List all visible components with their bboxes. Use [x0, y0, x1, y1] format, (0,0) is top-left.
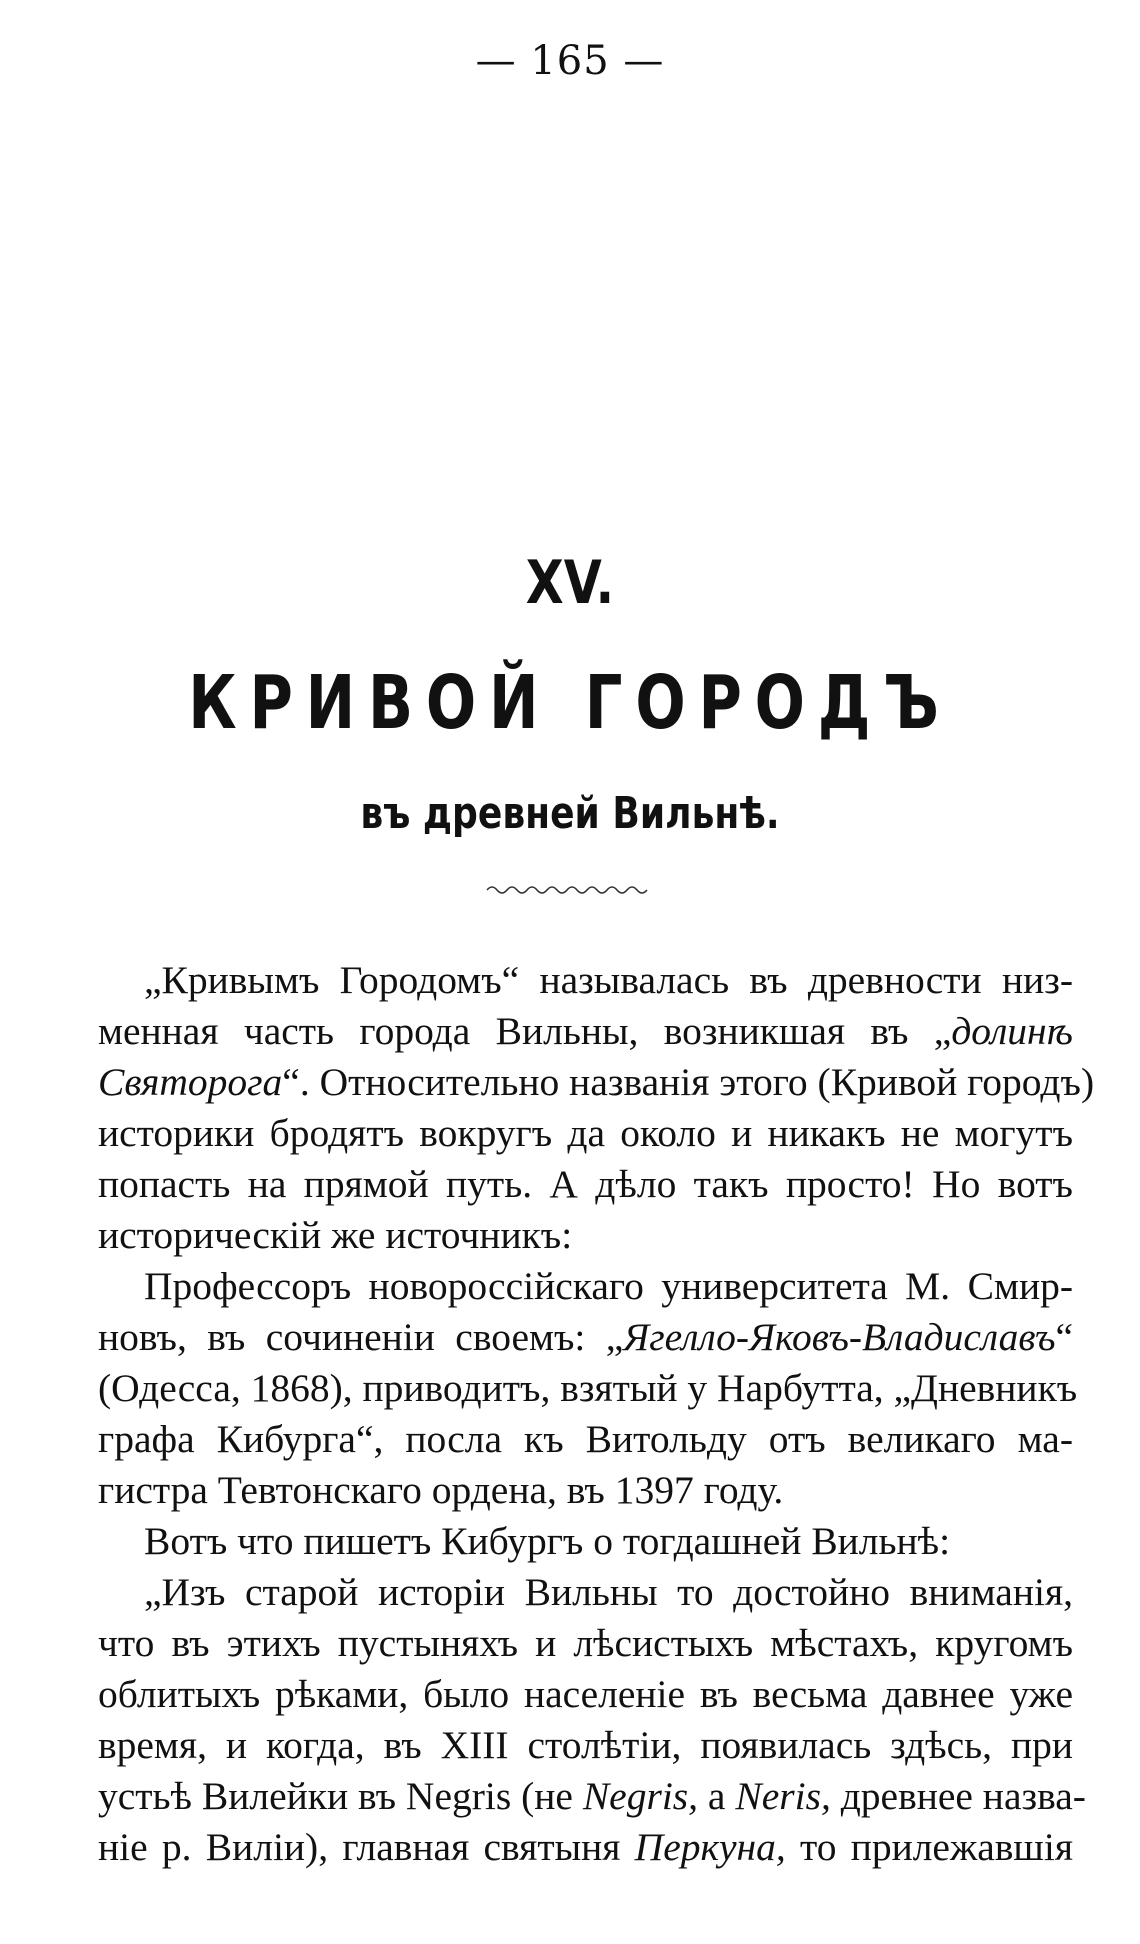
text-run: менная часть города Вильны, возникшая въ „ — [98, 1009, 952, 1053]
text-run: ніе р. Виліи), главная святыня — [98, 1825, 635, 1869]
text-run: “. Относительно названія этого (Кривой городъ) — [282, 1060, 1095, 1104]
text-line: что въ этихъ пустыняхъ и лѣсистыхъ мѣстахъ, кругомъ — [98, 1621, 1073, 1665]
chapter-number: XV. — [525, 548, 615, 618]
text-line: (Одесса, 1868), приводитъ, взятый у Нарбутта, „Дневникъ — [98, 1366, 1078, 1410]
text-run: “ — [1055, 1315, 1073, 1359]
text-run: устьѣ Вилейки въ Negris (не — [98, 1774, 583, 1818]
text-run: а — [698, 1774, 736, 1818]
text-line — [98, 1771, 1086, 1822]
text-line: гистра Тевтонскаго ордена, въ 1397 году. — [98, 1468, 784, 1512]
text-line: „Изъ старой исторіи Вильны то достойно вниманія, — [144, 1570, 1073, 1614]
text-line — [98, 1822, 1073, 1873]
italic-text: долинѣ — [951, 1009, 1073, 1053]
italic-text: Перкуна, — [634, 1825, 786, 1869]
text-line — [98, 1006, 1073, 1057]
italic-text: Negris, — [582, 1774, 699, 1818]
text-line: Профессоръ новороссійскаго университета М. Смир- — [144, 1264, 1073, 1308]
text-line: время, и когда, въ XIII столѣтіи, появилась здѣсь, при — [98, 1723, 1073, 1767]
italic-text: Ягелло-Яковъ-Владиславъ — [623, 1315, 1056, 1359]
wavy-rule-icon — [485, 880, 655, 900]
text-line: историческій же источникъ: — [98, 1213, 573, 1257]
text-line — [98, 1312, 1073, 1363]
italic-text: Neris, — [735, 1774, 831, 1818]
text-run: древнее назва- — [830, 1774, 1086, 1818]
body-text — [98, 955, 1095, 1873]
text-line: историки бродятъ вокругъ да около и никакъ не могутъ — [98, 1111, 1073, 1155]
text-line: попасть на прямой путь. А дѣло такъ просто! Но вотъ — [98, 1162, 1073, 1206]
chapter-subtitle: въ древней Вильнѣ. — [360, 788, 780, 839]
text-run: новъ, въ сочиненіи своемъ: „ — [98, 1315, 624, 1359]
text-line: облитыхъ рѣками, было населеніе въ весьма давнее уже — [98, 1672, 1073, 1716]
text-line: „Кривымъ Городомъ“ называлась въ древности низ- — [144, 958, 1073, 1002]
text-line: графа Кибурга“, посла къ Витольду отъ великаго ма- — [98, 1417, 1073, 1461]
ornament-divider — [0, 880, 1140, 900]
text-line: Вотъ что пишетъ Кибургъ о тогдашней Вильнѣ: — [144, 1519, 951, 1563]
text-line — [98, 1057, 1095, 1108]
chapter-title: КРИВОЙ ГОРОДЪ — [188, 660, 952, 746]
text-run: то прилежавшія — [785, 1825, 1073, 1869]
italic-text: Святорога — [98, 1060, 283, 1104]
page-number: — 165 — — [475, 38, 665, 84]
